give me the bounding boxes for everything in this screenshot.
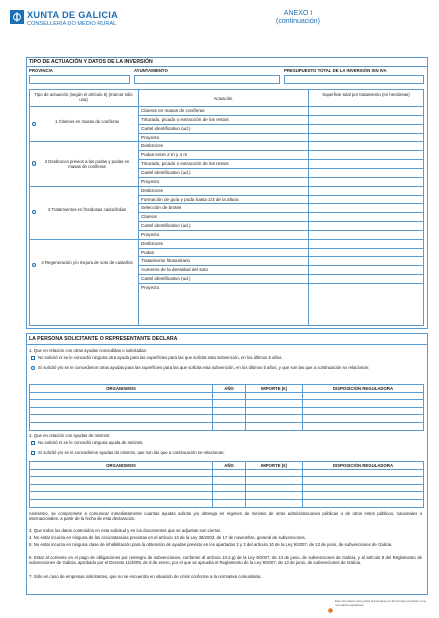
surface-input[interactable] xyxy=(309,204,423,212)
col-surface-header: Superficie total por tratamiento (en hectáreas) xyxy=(322,92,410,97)
aids-1-cell[interactable] xyxy=(213,407,246,415)
aids-2-cell[interactable] xyxy=(213,469,246,477)
surface-input[interactable] xyxy=(309,142,423,150)
annex-subtitle: (continuación) xyxy=(276,18,320,25)
action-label: Selección de brotes xyxy=(141,205,182,211)
aids-2-cell[interactable] xyxy=(30,484,213,492)
q1-option-yes-label: Sí solicitó y/o se le concedieron otras ayudas para las superficies para las que solicita esta subvención, en los últimos 5 años, y que son las que a continuación se relacionan: xyxy=(38,365,370,370)
aids-2-cell[interactable] xyxy=(246,492,303,500)
aids-2-cell[interactable] xyxy=(246,484,303,492)
aids-2-cell[interactable] xyxy=(213,477,246,485)
action-label: Desbroces xyxy=(141,143,163,149)
aids-2-cell[interactable] xyxy=(30,469,213,477)
surface-input[interactable] xyxy=(309,168,423,176)
aids-2-header-ano: AÑO xyxy=(213,462,246,470)
municipality-label: AYUNTAMIENTO xyxy=(134,68,168,73)
aids-2-cell[interactable] xyxy=(303,484,424,492)
surface-input[interactable] xyxy=(309,115,423,123)
aids-1-cell[interactable] xyxy=(303,407,424,415)
aids-2-cell[interactable] xyxy=(246,499,303,507)
aids-1-cell[interactable] xyxy=(246,415,303,423)
aids-2-cell[interactable] xyxy=(246,469,303,477)
surface-input[interactable] xyxy=(309,133,423,141)
action-label: Proyecto xyxy=(141,231,160,237)
surface-input[interactable] xyxy=(309,177,423,185)
section-declaration-title: LA PERSONA SOLICITANTE O REPRESENTANTE DECLARA xyxy=(29,336,178,342)
action-label: Proyecto xyxy=(141,285,160,290)
department-name: CONSELLERÍA DO MEDIO RURAL xyxy=(27,21,117,27)
declaration-3: 3. Que todos los datos contenidos en esta solicitud y en los documentos que se adjuntan son ciertos. xyxy=(29,528,222,533)
aids-1-cell[interactable] xyxy=(30,422,213,430)
sede-electronica-icon xyxy=(328,608,333,613)
aids-2-cell[interactable] xyxy=(303,492,424,500)
logo-text: XUNTA DE GALICIA xyxy=(27,10,119,20)
aids-1-cell[interactable] xyxy=(246,392,303,400)
question-1: 1. Que en relación con otras ayudas concedidas o solicitadas: xyxy=(29,348,147,353)
aids-1-cell[interactable] xyxy=(303,400,424,408)
surface-input[interactable] xyxy=(309,284,423,292)
col-action-header: Actuación xyxy=(213,96,233,101)
aids-1-cell[interactable] xyxy=(213,400,246,408)
action-label: Cartel identificativo (ud.) xyxy=(141,125,191,131)
xunta-emblem-icon xyxy=(10,10,24,24)
section-investment-title: TIPO DE ACTUACIÓN Y DATOS DE LA INVERSIÓN xyxy=(29,59,153,65)
budget-label: PRESUPUESTO TOTAL DE LA INVERSIÓN SIN IVA xyxy=(284,68,387,73)
aids-1-cell[interactable] xyxy=(246,422,303,430)
surface-input[interactable] xyxy=(309,230,423,238)
aids-1-cell[interactable] xyxy=(246,400,303,408)
surface-input[interactable] xyxy=(309,107,423,115)
aids-1-cell[interactable] xyxy=(30,415,213,423)
xunta-logo xyxy=(10,10,24,24)
aids-1-header-importe: IMPORTE (€) xyxy=(246,385,303,393)
declaration-5: 5. No estar incursa en ninguna clase de inhabilitación para la obtención de ayudas previsto en los apartados 2 y 3 del artículo 10 de la Ley 9/2007, de 13 de junio, de subvenciones de Galicia. xyxy=(29,542,393,547)
aids-1-cell[interactable] xyxy=(30,400,213,408)
action-label: Cartel identificativo (ud.) xyxy=(141,169,191,175)
action-label: Podas xyxy=(141,249,155,255)
col-type-header: Tipo de actuación (según el artículo 5) (marcar sólo una) xyxy=(34,92,133,103)
aids-2-cell[interactable] xyxy=(303,499,424,507)
surface-input[interactable] xyxy=(309,124,423,132)
declaration-6: 6. Estar al corriente en el pago de obligaciones por reintegro de subvenciones, conforme al artículo 10.2.g) de la Ley 9/2007, de 13 de junio, de subvenciones de Galicia, y al artículo 9 del Reglamento de subvenciones de Galicia, aprobado por el Decreto 11/2009, de 8 de enero, por el que se aprueba el Reglamento de la Ley 9/2007, de 13 de junio, de subvenciones de Galicia. xyxy=(29,555,422,566)
action-label: Desbroces xyxy=(141,240,163,246)
aids-1-header-ano: AÑO xyxy=(213,385,246,393)
surface-input[interactable] xyxy=(309,248,423,256)
declaration-7: 7. Sólo en caso de empresas solicitantes, que no se encuentra en situación de crisis conforme a la normativa comunitaria. xyxy=(29,574,262,579)
aids-2-cell[interactable] xyxy=(246,477,303,485)
surface-input[interactable] xyxy=(309,266,423,274)
surface-input[interactable] xyxy=(309,257,423,265)
surface-input[interactable] xyxy=(309,222,423,230)
surface-input[interactable] xyxy=(309,275,423,283)
action-label: Cartel identificativo (ud.) xyxy=(141,223,191,229)
aids-2-header-importe: IMPORTE (€) xyxy=(246,462,303,470)
action-type-label: 1 Claireos en masas de coníferas xyxy=(54,118,119,124)
aids-1-header-organismos: ORGANISMOS xyxy=(30,385,213,393)
action-label: Proyecto xyxy=(141,134,160,140)
annex-title: ANEXO I xyxy=(283,10,313,17)
q2-option-no-checkbox[interactable] xyxy=(31,441,35,445)
q2-option-no-label: No solicitó ni se le concedió ninguna ayuda de minimis. xyxy=(38,440,144,445)
aids-2-cell[interactable] xyxy=(303,469,424,477)
aids-1-cell[interactable] xyxy=(30,392,213,400)
action-label: Aumento de la densidad del soto xyxy=(141,267,208,273)
action-label: Podas entre 2 m y 4 m xyxy=(141,152,188,158)
action-type-label: 3 Tratamientos en frondosas caducifolias xyxy=(47,207,127,213)
aids-1-cell[interactable] xyxy=(213,392,246,400)
question-2: 2. Que en relación con ayudas de minimis: xyxy=(29,433,111,438)
action-label: Cartel identificativo (ud.) xyxy=(141,276,191,282)
declaration-4: 4. No estar incursa en ninguna de las circunstancias previstas en el artículo 13 de la Ley 38/2003, de 17 de noviembre, general de subvenciones. xyxy=(29,535,306,540)
budget-field[interactable] xyxy=(284,75,424,84)
action-label: Clareos xyxy=(141,214,157,220)
action-label: Clareos en masas de coníferas xyxy=(141,108,205,113)
surface-input[interactable] xyxy=(309,151,423,159)
action-label: Desbroces xyxy=(141,187,163,193)
action-label: Triturado, picado o extracción de los restos xyxy=(141,161,229,167)
action-type-label: 2 Desbroces previos a las podas y podas en masas de coníferas xyxy=(44,158,130,169)
surface-input[interactable] xyxy=(309,239,423,247)
aids-2-cell[interactable] xyxy=(30,492,213,500)
aids-2-header-organismos: ORGANISMOS xyxy=(30,462,213,470)
action-type-label: 4 Regeneración y/o mejora de soto de castaños xyxy=(41,260,133,266)
aids-table-1 xyxy=(29,384,424,431)
aids-1-cell[interactable] xyxy=(246,407,303,415)
q1-option-no-label: No solicitó ni se le concedió ninguna otra ayuda para las superficies para las que solicita esta subvención, en los últimos 5 años. xyxy=(38,355,283,360)
surface-input[interactable] xyxy=(309,213,423,221)
action-label: Formación de guía y poda hasta 1/3 de la altura xyxy=(141,196,239,202)
aids-2-cell[interactable] xyxy=(30,477,213,485)
q1-option-no-checkbox[interactable] xyxy=(31,356,35,360)
surface-input[interactable] xyxy=(309,195,423,203)
action-label: Triturado, picado o extracción de los restos xyxy=(141,116,229,122)
aids-2-cell[interactable] xyxy=(303,477,424,485)
q2-option-yes-checkbox[interactable] xyxy=(31,451,35,455)
footer-icon xyxy=(328,600,333,605)
aids-2-cell[interactable] xyxy=(213,484,246,492)
surface-input[interactable] xyxy=(309,186,423,194)
province-field[interactable] xyxy=(29,75,130,84)
action-label: Tratamiento fitosanitario xyxy=(141,258,191,264)
aids-1-cell[interactable] xyxy=(213,415,246,423)
aids-2-header-disposicion: DISPOSICIÓN REGULADORA xyxy=(303,462,424,470)
aids-1-header-disposicion: DISPOSICIÓN REGULADORA xyxy=(303,385,424,393)
aids-1-cell[interactable] xyxy=(303,392,424,400)
commitment-text: Asimismo, se compromete a comunicar inmediatamente cuantas ayudas solicite y/u obtenga en régimen de minimis de otras administraciones públicas o de otros entes públicos, nacionales o internacionales, a partir de la fecha de esta declaración. xyxy=(29,511,422,522)
action-label: Proyecto xyxy=(141,178,160,184)
q2-option-yes-label: Sí solicitó y/o se le concedieron ayudas de minimis, que son las que a continuación se relacionan: xyxy=(38,450,225,455)
footer-note: Este formulario sólo podrá presentarse en las formas previstas en la normativa reguladora xyxy=(335,599,426,607)
municipality-field[interactable] xyxy=(134,75,280,84)
aids-2-cell[interactable] xyxy=(213,499,246,507)
aids-2-cell[interactable] xyxy=(30,499,213,507)
aids-2-cell[interactable] xyxy=(213,492,246,500)
aids-1-cell[interactable] xyxy=(303,415,424,423)
province-label: PROVINCIA xyxy=(29,68,53,73)
aids-1-cell[interactable] xyxy=(30,407,213,415)
surface-input[interactable] xyxy=(309,160,423,168)
aids-1-cell[interactable] xyxy=(213,422,246,430)
aids-1-cell[interactable] xyxy=(303,422,424,430)
aids-table-2 xyxy=(29,461,424,508)
